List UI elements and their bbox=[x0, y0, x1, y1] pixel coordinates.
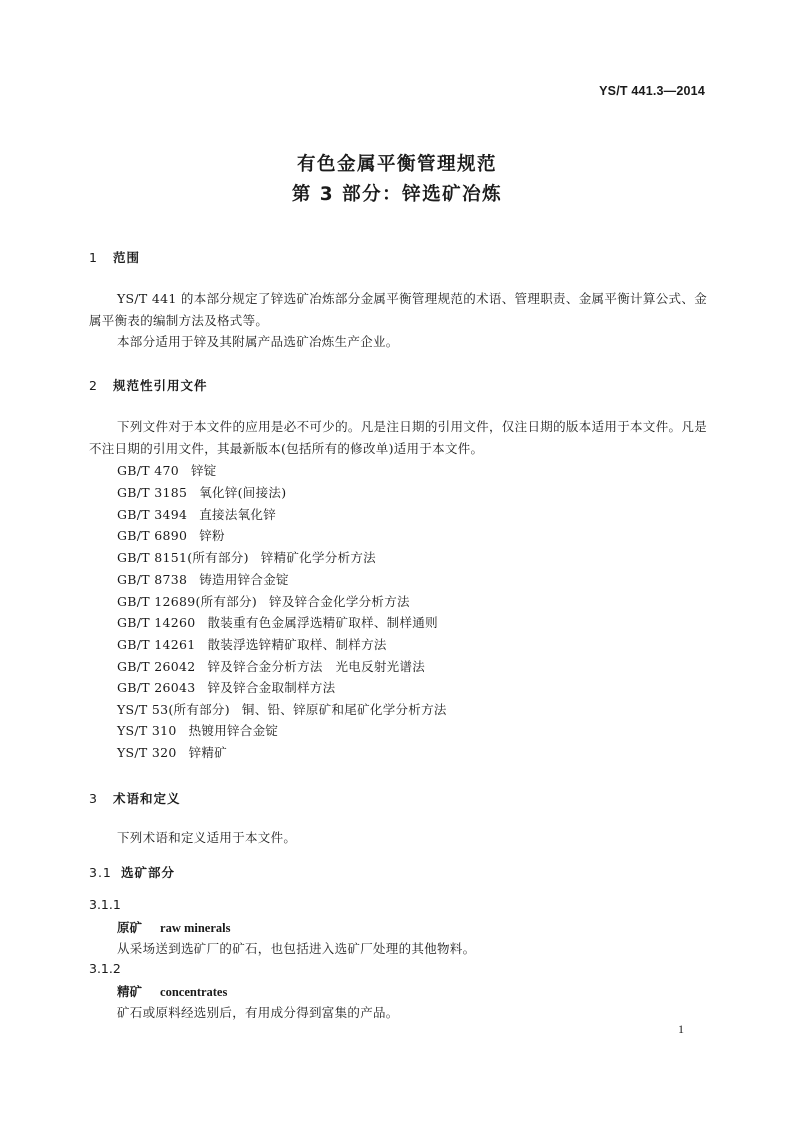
document-title: 有色金属平衡管理规范 bbox=[296, 154, 497, 175]
reference-item: GB/T 26043 锌及锌合金取制样方法 bbox=[117, 680, 336, 695]
reference-item: GB/T 470 锌锭 bbox=[117, 463, 217, 478]
section-number: 3 bbox=[89, 791, 98, 806]
term-definition: 矿石或原料经选别后，有用成分得到富集的产品。 bbox=[117, 1005, 399, 1020]
term-definition: 从采场送到选矿厂的矿石，也包括进入选矿厂处理的其他物料。 bbox=[117, 941, 476, 956]
section-heading-normative-references bbox=[89, 376, 208, 394]
section-heading-terms bbox=[89, 789, 181, 807]
reference-item: GB/T 8151(所有部分) 锌精矿化学分析方法 bbox=[117, 550, 376, 565]
document-subtitle: 第 3 部分：锌选矿冶炼 bbox=[291, 184, 503, 205]
references-intro: 下列文件对于本文件的应用是必不可少的。凡是注日期的引用文件，仅注日期的版本适用于本文件。凡是不注日期的引用文件，其最新版本(包括所有的修改单)适用于本文件。 bbox=[89, 419, 707, 456]
reference-item: YS/T 53(所有部分) 铜、铅、锌原矿和尾矿化学分析方法 bbox=[117, 702, 447, 717]
subsection-heading-beneficiation bbox=[89, 863, 175, 881]
reference-item: YS/T 310 热镀用锌合金锭 bbox=[117, 723, 279, 738]
reference-item: GB/T 3185 氧化锌(间接法) bbox=[117, 485, 287, 500]
reference-item: GB/T 14260 散装重有色金属浮选精矿取样、制样通则 bbox=[117, 615, 438, 630]
reference-item: GB/T 3494 直接法氧化锌 bbox=[117, 507, 277, 522]
terms-intro: 下列术语和定义适用于本文件。 bbox=[117, 830, 297, 845]
subsection-title: 选矿部分 bbox=[121, 865, 176, 880]
section-heading-scope bbox=[89, 248, 140, 266]
section-number: 2 bbox=[89, 378, 98, 393]
term-zh: 精矿 bbox=[117, 984, 143, 999]
term-zh: 原矿 bbox=[117, 920, 143, 935]
reference-item: GB/T 26042 锌及锌合金分析方法 光电反射光谱法 bbox=[117, 659, 426, 674]
reference-item: YS/T 320 锌精矿 bbox=[117, 745, 228, 760]
scope-paragraph-2: 本部分适用于锌及其附属产品选矿冶炼生产企业。 bbox=[117, 334, 399, 349]
section-title: 术语和定义 bbox=[113, 791, 181, 806]
term-en: raw minerals bbox=[160, 921, 231, 935]
standard-code: YS/T 441.3—2014 bbox=[599, 84, 705, 98]
reference-item: GB/T 8738 铸造用锌合金锭 bbox=[117, 572, 289, 587]
section-title: 规范性引用文件 bbox=[113, 378, 208, 393]
term-number: 3.1.1 bbox=[89, 897, 121, 912]
reference-item: GB/T 12689(所有部分) 锌及锌合金化学分析方法 bbox=[117, 594, 410, 609]
page-number: 1 bbox=[678, 1022, 684, 1036]
section-title: 范围 bbox=[113, 250, 141, 265]
subsection-number: 3.1 bbox=[89, 865, 112, 880]
term-number: 3.1.2 bbox=[89, 961, 121, 976]
reference-item: GB/T 14261 散装浮选锌精矿取样、制样方法 bbox=[117, 637, 387, 652]
term-en: concentrates bbox=[160, 985, 228, 999]
reference-item: GB/T 6890 锌粉 bbox=[117, 528, 225, 543]
scope-paragraph-1: YS/T 441 的本部分规定了锌选矿冶炼部分金属平衡管理规范的术语、管理职责、金属平衡计算公式、金属平衡表的编制方法及格式等。 bbox=[89, 291, 707, 328]
section-number: 1 bbox=[89, 250, 98, 265]
term-entry bbox=[117, 982, 227, 1000]
term-entry bbox=[117, 918, 231, 936]
